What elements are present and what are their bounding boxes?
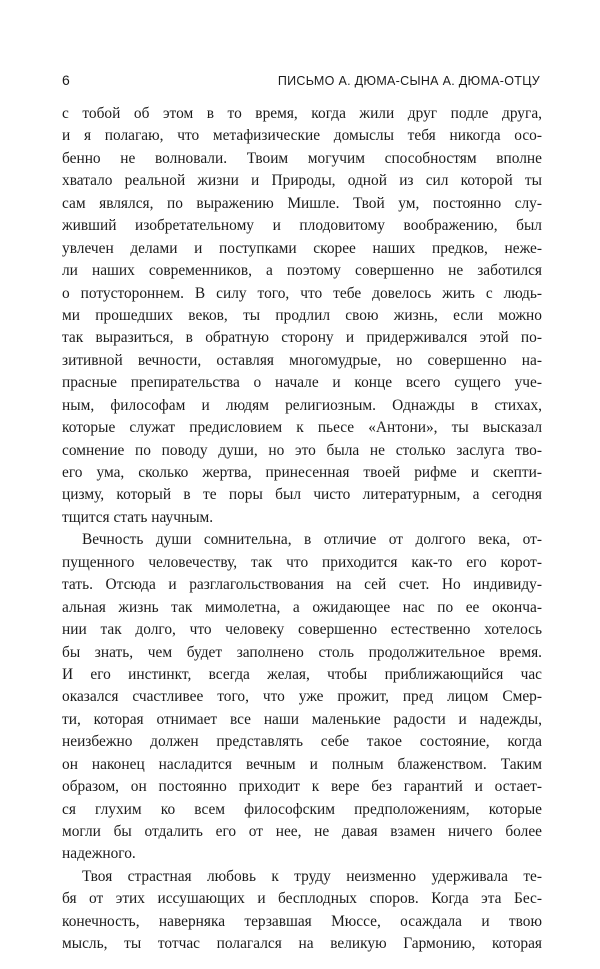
text-line: сам являлся, по выражению Мишле. Твой ум, постоянно слу-	[62, 194, 542, 212]
text-line: и я полагаю, что метафизические домыслы тебя никогда осо-	[62, 127, 542, 145]
text-line: сомнение по поводу души, но это была не столько заслуга тво-	[62, 441, 542, 459]
text-line: живший изобретательному и плодовитому воображению, был	[62, 217, 542, 235]
text-line: ным, философам и людям религиозным. Однажды в стихах,	[62, 396, 542, 414]
text-line: он наконец насладится вечным и полным блаженством. Таким	[62, 755, 542, 773]
text-line: нии так долго, что человеку совершенно естественно хотелось	[62, 621, 542, 639]
text-line: образом, он постоянно приходит к вере без гарантий и остает-	[62, 778, 542, 796]
text-line: пущенного человечеству, так что приходится как-то его корот-	[62, 553, 542, 571]
text-line: бы знать, чем будет заполнено столь продолжительное время.	[62, 643, 542, 661]
text-line: которые служат предисловием к пьесе «Антони», ты высказал	[62, 419, 542, 437]
text-line: оказался счастливее того, что уже прожит, пред лицом Смер-	[62, 688, 542, 706]
text-line: зитивной вечности, оставляя многомудрые, но совершенно на-	[62, 351, 542, 369]
paragraph-1	[62, 103, 542, 529]
text-line: Вечность души сомнительна, в отличие от долгого века, от-	[82, 531, 542, 549]
paragraph-2	[62, 529, 542, 866]
paragraph-3	[62, 866, 542, 956]
text-line: цизму, который в те поры был чисто литературным, а сегодня	[62, 486, 542, 504]
text-line: мысль, ты тотчас полагался на великую Гармонию, которая	[62, 935, 542, 953]
text-line: с тобой об этом в то время, когда жили друг подле друга,	[62, 105, 542, 122]
text-line: увлечен делами и поступками скорее наших предков, неже-	[62, 239, 542, 257]
text-line: тщится стать научным.	[62, 508, 214, 526]
text-line: хватало реальной жизни и Природы, одной из сил которой ты	[62, 172, 542, 190]
text-line: ли наших современников, а поэтому совершенно не заботился	[62, 262, 542, 280]
text-line: могли бы отдалить его от нее, не давая взамен ничего более	[62, 823, 542, 840]
text-line: Твоя страстная любовь к труду неизменно удерживала те-	[82, 867, 542, 885]
text-line: тать. Отсюда и разглагольствования на сей счет. Но индивиду-	[62, 576, 542, 594]
text-line: И его инстинкт, всегда желая, чтобы приближающийся час	[62, 665, 542, 683]
running-title: ПИСЬМО А. ДЮМА-СЫНА А. ДЮМА-ОТЦУ	[277, 74, 540, 88]
text-line: ми прошедших веков, ты продлил свою жизнь, если можно	[62, 306, 542, 324]
text-line: так выразиться, в обратную сторону и придерживался этой по-	[62, 329, 542, 347]
running-head	[62, 72, 540, 92]
text-line: бя от этих иссушающих и бесплодных споров. Когда эта Бес-	[62, 890, 542, 908]
text-line: неизбежно должен представлять себе такое состояние, когда	[62, 733, 542, 751]
text-line: бенно не волновали. Твоим могучим способностям вполне	[62, 149, 542, 167]
body-text	[62, 103, 542, 956]
text-line: прасные препирательства о начале и конце всего сущего уче-	[62, 374, 542, 392]
text-line: конечность, наверняка терзавшая Мюссе, осаждала и твою	[62, 912, 542, 930]
text-line: альная жизнь так мимолетна, а ожидающее нас по ее окончa-	[62, 598, 542, 616]
text-line: его ума, сколько жертва, принесенная твоей рифме и скепти-	[62, 464, 542, 481]
text-line: надежного.	[62, 845, 136, 863]
text-line: ти, которая отнимает все наши маленькие радости и надежды,	[62, 710, 542, 728]
text-line: о потустороннем. В силу того, что тебе довелось жить с людь-	[62, 284, 542, 302]
page-number: 6	[62, 72, 70, 88]
text-line: ся глухим ко всем философским предположениям, которые	[62, 800, 542, 818]
